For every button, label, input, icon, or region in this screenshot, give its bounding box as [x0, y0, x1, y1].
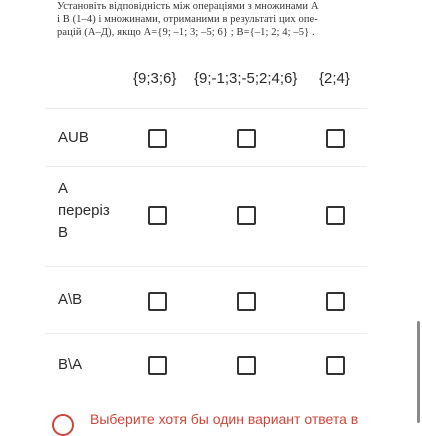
matching-grid	[45, 108, 367, 396]
validation-error	[52, 408, 382, 428]
checkbox-r2-c3[interactable]	[326, 206, 345, 225]
checkbox-r4-c3[interactable]	[326, 356, 345, 375]
checkbox-r4-c2[interactable]	[237, 356, 256, 375]
column-header-1: {9;3;6}	[133, 70, 177, 87]
matching-row	[45, 108, 367, 166]
checkbox-r4-c1[interactable]	[148, 356, 167, 375]
checkbox-r2-c2[interactable]	[237, 206, 256, 225]
column-header-3: {2;4}	[319, 70, 350, 87]
validation-error-text: Выберите хотя бы один вариант ответа в	[90, 411, 359, 427]
row-label-a-minus-b: A\B	[58, 291, 83, 308]
row-label-aub: AUB	[58, 129, 89, 146]
error-circle-icon	[52, 414, 74, 436]
matching-row	[45, 166, 367, 266]
matching-row	[45, 266, 367, 333]
checkbox-r1-c3[interactable]	[326, 129, 345, 148]
checkbox-r3-c1[interactable]	[148, 292, 167, 311]
checkbox-r3-c3[interactable]	[326, 292, 345, 311]
row-label-line: A	[58, 180, 69, 197]
task-statement	[57, 0, 377, 39]
row-label-line: переріз	[58, 202, 110, 219]
checkbox-r1-c2[interactable]	[237, 129, 256, 148]
checkbox-r1-c1[interactable]	[148, 129, 167, 148]
checkbox-r2-c1[interactable]	[148, 206, 167, 225]
row-label-b-minus-a: B\A	[58, 356, 83, 373]
task-line-1: Установіть відповідність між операціями з множинами A	[57, 1, 319, 12]
task-line-3: рацій (А–Д), якщо A={9; –1; 3; –5; 6} ; B={–1; 2; 4; –5} .	[57, 27, 315, 38]
row-label-intersection	[58, 178, 128, 244]
task-line-2: і B (1–4) і множинами, отриманими в результаті цих опе-	[57, 14, 318, 25]
column-headers	[0, 68, 422, 92]
row-label-line: B	[58, 224, 69, 241]
checkbox-r3-c2[interactable]	[237, 292, 256, 311]
matching-row	[45, 333, 367, 396]
scrollbar[interactable]	[417, 321, 420, 423]
column-header-2: {9;-1;3;-5;2;4;6}	[194, 70, 298, 87]
